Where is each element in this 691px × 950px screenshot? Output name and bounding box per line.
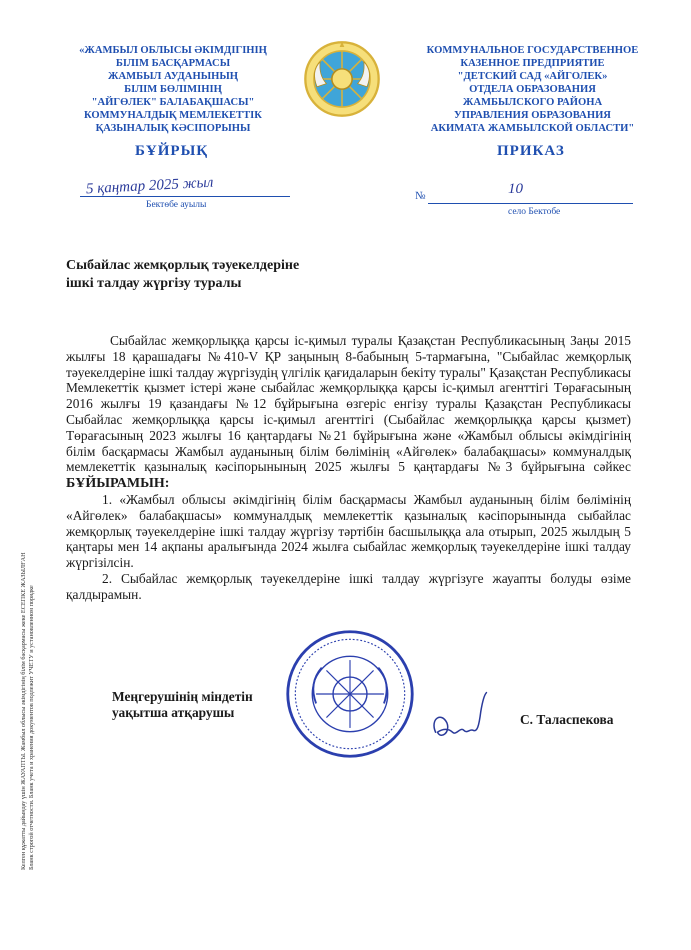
header-left-line: БІЛІМ БАСҚАРМАСЫ <box>115 58 231 69</box>
signer-title <box>112 689 253 721</box>
signature-icon <box>428 688 494 750</box>
header-left-line: КОММУНАЛДЫҚ МЕМЛЕКЕТТІК <box>84 110 262 121</box>
header-right-line: КОММУНАЛЬНОЕ ГОСУДАРСТВЕННОЕ <box>426 45 639 56</box>
handwritten-date: 5 қаңтар 2025 жыл <box>85 174 214 198</box>
title-line: Сыбайлас жемқорлық тәуекелдеріне <box>66 258 300 273</box>
signer-title-line: уақытша атқарушы <box>112 705 235 720</box>
body-intro-text: Сыбайлас жемқорлыққа қарсы іс-қимыл туралы Қазақстан Республикасының Заңы 2015 жылғы 18 қарашадағы №410-V ҚР заңының 8-бабының 5-тармағына, "Сыбайлас жемқорлық тәуекелдеріне ішкі талдау жүргізудің үлгілік қағидаларын бекіту туралы" Қазақстан Республикасы Мемлекеттік қызмет істері және сыбайлас жемқорлыққа қарсы іс-қимыл агенттігі Төрағасының 2016 жылғы 19 қазандағы №12 бұйрығына өзгеріс енгізу туралы Қазақстан Республикасы Сыбайлас жемқорлыққа қарсы іс-қимыл агенттігі (Сыбайлас жемқорлыққа қарсы қызмет) Төрағасының 2023 жылғы 16 қаңтардағы №21 бұйрығына және «Жамбыл облысы әкімдігінің білім басқармасы Жамбыл ауданының білім бөлімінің «Айгөлек» балабақшасы» коммуналдық мемлекеттік қазыналық кәсіпорынының 2025 жылғы 5 қаңтардағы №3 бұйрығына сәйкес <box>66 333 631 475</box>
header-left-line: ҚАЗЫНАЛЫҚ КӘСІПОРЫНЫ <box>95 123 251 134</box>
header-left-line: «ЖАМБЫЛ ОБЛЫСЫ ӘКІМДІГІНІҢ <box>79 45 267 56</box>
number-underline <box>428 203 633 204</box>
title-line: ішкі талдау жүргізу туралы <box>66 276 242 291</box>
header-left-line: "АЙГӨЛЕК" БАЛАБАҚШАСЫ" <box>91 97 255 108</box>
signer-title-line: Меңгерушінің міндетін <box>112 689 253 704</box>
number-label: № <box>415 190 426 202</box>
header-left-kz <box>58 44 288 135</box>
header-right-line: ОТДЕЛА ОБРАЗОВАНИЯ <box>469 84 596 95</box>
handwritten-number: 10 <box>508 181 523 197</box>
side-margin-note <box>20 270 35 870</box>
signer-name: С. Таласпекова <box>520 712 614 727</box>
header-right-ru <box>405 44 660 135</box>
header-right-line: УПРАВЛЕНИЯ ОБРАЗОВАНИЯ <box>454 110 611 121</box>
place-kz: Бектөбе ауылы <box>146 200 207 210</box>
order-item-2: 2. Сыбайлас жемқорлық тәуекелдеріне ішкі талдау жүргізуге жауапты болуды өзіме қалдырамын. <box>66 570 631 602</box>
document-body <box>66 333 631 603</box>
state-emblem-icon <box>303 40 381 118</box>
seal-icon <box>284 628 416 760</box>
decree-word: БҰЙЫРАМЫН: <box>66 476 170 492</box>
document-title <box>66 257 366 293</box>
date-underline <box>80 196 290 197</box>
doc-type-ru: ПРИКАЗ <box>497 143 565 159</box>
doc-type-kz: БҰЙРЫҚ <box>135 143 209 159</box>
header-right-line: КАЗЕННОЕ ПРЕДПРИЯТИЕ <box>460 58 605 69</box>
header-right-line: АКИМАТА ЖАМБЫЛСКОЙ ОБЛАСТИ" <box>430 123 635 134</box>
header-right-line: "ДЕТСКИЙ САД «АЙГОЛЕК» <box>457 71 608 82</box>
header-left-line: БІЛІМ БӨЛІМІНІҢ <box>124 84 222 95</box>
header-left-line: ЖАМБЫЛ АУДАНЫНЫҢ <box>108 71 238 82</box>
side-note-line: Бланк строгой отчетности. Бланк учета и хранения документов подлежит УЧЕТУ и установленном порядке <box>27 585 35 870</box>
place-ru: село Бектобе <box>508 207 561 217</box>
side-note-line: Келген құжатты дайындау үшін ЖАУАПТЫ. Жамбыл облысы әкімдігінің білім басқармасы жеке ЕСЕПКЕ ЖАЗЫЛҒАН <box>20 552 27 870</box>
order-item-1: 1. «Жамбыл облысы әкімдігінің білім басқармасы Жамбыл ауданының білім бөлімінің «Айгөлек» балабақшасы» коммуналдық мемлекеттік қазыналық кәсіпорынында сыбайлас жемқорлық тәуекелдеріне ішкі талдау жүргізу тәртібін басшылыққа ала отырып, 2025 жылдың 5 қаңтары мен 14 ақпаны аралығында 2024 жылға сыбайлас жемқорлық тәуекелдеріне ішкі талдау жүргізілсін. <box>66 491 631 571</box>
body-intro-paragraph <box>66 333 631 492</box>
header-right-line: ЖАМБЫЛСКОГО РАЙОНА <box>462 97 603 108</box>
